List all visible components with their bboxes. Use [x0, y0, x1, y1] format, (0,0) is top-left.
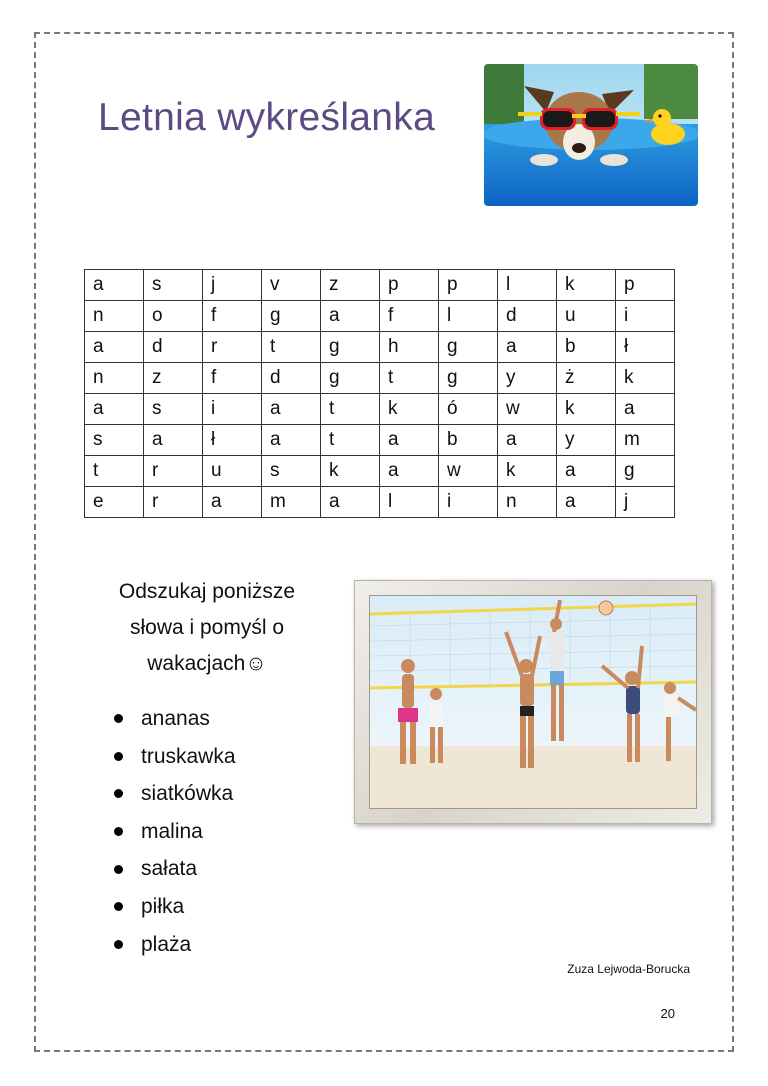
grid-cell: ó: [439, 394, 498, 425]
word-label: plaża: [141, 932, 192, 956]
bullet-icon: [114, 752, 123, 761]
word-label: siatkówka: [141, 782, 234, 806]
grid-cell: u: [557, 301, 616, 332]
grid-cell: h: [380, 332, 439, 363]
grid-cell: o: [144, 301, 203, 332]
word-label: piłka: [141, 894, 185, 918]
grid-cell: l: [439, 301, 498, 332]
bullet-icon: [114, 827, 123, 836]
grid-cell: a: [262, 394, 321, 425]
grid-cell: l: [380, 487, 439, 518]
grid-cell: r: [203, 332, 262, 363]
grid-cell: d: [144, 332, 203, 363]
grid-cell: t: [321, 425, 380, 456]
grid-cell: g: [439, 332, 498, 363]
grid-cell: l: [498, 270, 557, 301]
grid-cell: f: [203, 301, 262, 332]
page-title: Letnia wykreślanka: [98, 96, 436, 139]
grid-cell: t: [321, 394, 380, 425]
grid-cell: a: [85, 270, 144, 301]
grid-cell: k: [616, 363, 675, 394]
grid-cell: y: [557, 425, 616, 456]
list-item: [110, 850, 236, 888]
list-item: [110, 813, 236, 851]
grid-cell: m: [262, 487, 321, 518]
volleyball-photo: [369, 595, 697, 809]
grid-cell: y: [498, 363, 557, 394]
grid-row: [85, 394, 675, 425]
photo-frame: [354, 580, 712, 824]
page-number: 20: [660, 1006, 675, 1021]
grid-cell: a: [557, 456, 616, 487]
beach-volleyball-image: [370, 596, 697, 809]
grid-cell: a: [616, 394, 675, 425]
grid-cell: f: [380, 301, 439, 332]
grid-cell: s: [144, 270, 203, 301]
list-item: [110, 700, 236, 738]
grid-cell: w: [439, 456, 498, 487]
word-label: malina: [141, 819, 203, 843]
grid-cell: k: [321, 456, 380, 487]
grid-cell: v: [262, 270, 321, 301]
grid-row: [85, 487, 675, 518]
dog-photo: [484, 64, 698, 206]
grid-cell: i: [439, 487, 498, 518]
list-item: [110, 738, 236, 776]
bullet-icon: [114, 940, 123, 949]
grid-cell: g: [321, 332, 380, 363]
grid-cell: i: [616, 301, 675, 332]
grid-cell: b: [557, 332, 616, 363]
grid-row: [85, 363, 675, 394]
grid-cell: a: [498, 332, 557, 363]
grid-cell: k: [498, 456, 557, 487]
grid-cell: j: [203, 270, 262, 301]
grid-cell: s: [262, 456, 321, 487]
grid-cell: p: [439, 270, 498, 301]
grid-cell: p: [616, 270, 675, 301]
grid-cell: k: [380, 394, 439, 425]
grid-cell: d: [498, 301, 557, 332]
grid-cell: g: [321, 363, 380, 394]
grid-cell: k: [557, 394, 616, 425]
grid-row: [85, 270, 675, 301]
grid-cell: n: [498, 487, 557, 518]
grid-cell: g: [439, 363, 498, 394]
grid-cell: r: [144, 456, 203, 487]
grid-cell: i: [203, 394, 262, 425]
word-label: ananas: [141, 707, 210, 730]
grid-cell: t: [380, 363, 439, 394]
list-item: [110, 775, 236, 813]
grid-cell: b: [439, 425, 498, 456]
instruction-line: Odszukaj poniższe: [118, 580, 296, 603]
grid-cell: n: [85, 301, 144, 332]
grid-cell: a: [321, 301, 380, 332]
grid-cell: n: [85, 363, 144, 394]
bullet-icon: [114, 902, 123, 911]
grid-cell: a: [321, 487, 380, 518]
grid-cell: e: [85, 487, 144, 518]
grid-cell: w: [498, 394, 557, 425]
grid-cell: s: [85, 425, 144, 456]
word-list: [110, 700, 236, 963]
grid-cell: z: [321, 270, 380, 301]
grid-cell: a: [144, 425, 203, 456]
grid-cell: ł: [616, 332, 675, 363]
instruction-line: wakacjach☺: [147, 652, 267, 675]
grid-cell: a: [85, 394, 144, 425]
grid-row: [85, 425, 675, 456]
dog-with-sunglasses-image: [484, 64, 698, 206]
grid-row: [85, 456, 675, 487]
author-name: Zuza Lejwoda-Borucka: [567, 962, 690, 976]
grid-cell: t: [85, 456, 144, 487]
grid-cell: ł: [203, 425, 262, 456]
grid-cell: r: [144, 487, 203, 518]
grid-cell: m: [616, 425, 675, 456]
grid-cell: a: [498, 425, 557, 456]
instruction-line: słowa i pomyśl o: [129, 616, 285, 639]
grid-cell: a: [557, 487, 616, 518]
bullet-icon: [114, 714, 123, 723]
grid-cell: g: [616, 456, 675, 487]
grid-row: [85, 301, 675, 332]
grid-cell: k: [557, 270, 616, 301]
list-item: [110, 888, 236, 926]
grid-cell: t: [262, 332, 321, 363]
grid-cell: p: [380, 270, 439, 301]
grid-cell: u: [203, 456, 262, 487]
grid-cell: d: [262, 363, 321, 394]
word-label: sałata: [141, 857, 198, 881]
bullet-icon: [114, 789, 123, 798]
list-item: [110, 926, 236, 964]
grid-cell: s: [144, 394, 203, 425]
grid-cell: a: [262, 425, 321, 456]
grid-cell: f: [203, 363, 262, 394]
grid-cell: g: [262, 301, 321, 332]
grid-cell: a: [380, 456, 439, 487]
grid-row: [85, 332, 675, 363]
grid-cell: z: [144, 363, 203, 394]
grid-cell: a: [203, 487, 262, 518]
word-search-grid: [84, 269, 675, 518]
grid-cell: a: [380, 425, 439, 456]
bullet-icon: [114, 865, 123, 874]
instruction-text: [96, 574, 318, 682]
grid-cell: j: [616, 487, 675, 518]
grid-cell: a: [85, 332, 144, 363]
grid-cell: ż: [557, 363, 616, 394]
word-label: truskawka: [141, 744, 236, 768]
